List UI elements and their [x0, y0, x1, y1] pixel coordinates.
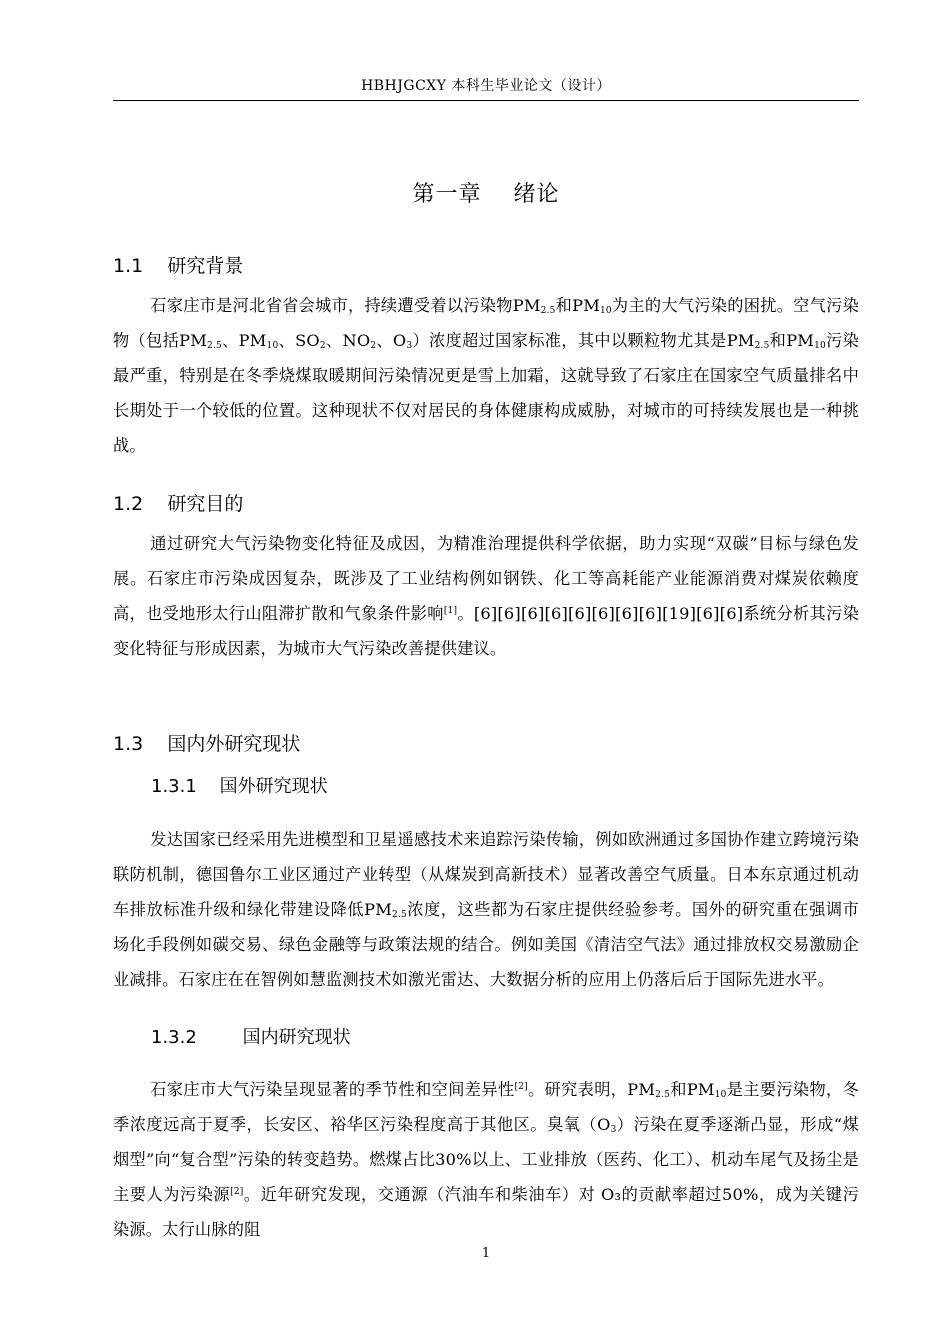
subsection-heading-1-3-2: 1.3.2 国内研究现状 [151, 1027, 351, 1048]
section-heading-1-1: 1.1 研究背景 [113, 255, 244, 277]
running-header: HBHJGCXY 本科生毕业论文（设计） [361, 78, 611, 94]
section-heading-1-2: 1.2 研究目的 [113, 493, 244, 515]
paragraph-research-purpose: 通过研究大气污染物变化特征及成因，为精准治理提供科学依据，助力实现“双碳”目标与绿色发展。石家庄市污染成因复杂，既涉及了工业结构例如钢铁、化工等高耗能产业能源消费对煤炭依赖度高，也受地形太行山阻滞扩散和气象条件影响[1]。[6][6][6][6][6][6][6][6][19][6][6]系统分析其污染变化特征与形成因素，为城市大气污染改善提供建议。 [113, 534, 859, 658]
citation-ref: [2] [230, 1187, 244, 1197]
citation-ref: [1] [443, 606, 458, 616]
section-heading-1-3: 1.3 国内外研究现状 [113, 733, 301, 755]
paragraph-research-background: 石家庄市是河北省省会城市，持续遭受着以污染物$PM_{2.5}$和$PM_{10}$为主的大气污染的困扰。空气污染物（包括$PM_{2.5}$、$PM_{10}$、$SO_2$、$NO_2$、$O_3$）浓度超过国家标准，其中以颗粒物尤其是$PM_{2.5}$和$PM_{10}$污染最严重，特别是在冬季烧煤取暖期间污染情况更是雪上加霜，这就导致了石家庄在国家空气质量排名中长期处于一个较低的位置。这种现状不仅对居民的身体健康构成威胁，对城市的可持续发展也是一种挑战。 [113, 296, 860, 455]
paragraph-domestic-research: 石家庄市大气污染呈现显著的季节性和空间差异性[2]。研究表明，$PM_{2.5}$和$PM_{10}$是主要污染物，冬季浓度远高于夏季，长安区、裕华区污染程度高于其他区。臭氧$(O_3)$污染在夏季逐渐凸显，形成“煤烟型”向“复合型”污染的转变趋势。燃煤占比30%以上、工业排放（医药、化工）、机动车尾气及扬尘是主要人为污染源[2]。近年研究发现，交通源（汽油车和柴油车）对 O₃的贡献率超过50%，成为关键污染源。太行山脉的阻 [113, 1080, 859, 1239]
citation-ref: [2] [514, 1082, 528, 1092]
page-number: 1 [481, 1246, 491, 1261]
subsection-heading-1-3-1: 1.3.1 国外研究现状 [151, 776, 328, 797]
header-divider [113, 100, 859, 101]
chapter-title: 第一章 绪论 [412, 182, 560, 207]
paragraph-foreign-research: 发达国家已经采用先进模型和卫星遥感技术来追踪污染传输，例如欧洲通过多国协作建立跨境污染联防机制，德国鲁尔工业区通过产业转型（从煤炭到高新技术）显著改善空气质量。日本东京通过机动车排放标准升级和绿化带建设降低$PM_{2.5}$浓度，这些都为石家庄提供经验参考。国外的研究重在强调市场化手段例如碳交易、绿色金融等与政策法规的结合。例如美国《清洁空气法》通过排放权交易激励企业减排。石家庄在在智例如慧监测技术如激光雷达、大数据分析的应用上仍落后后于国际先进水平。 [113, 830, 859, 989]
